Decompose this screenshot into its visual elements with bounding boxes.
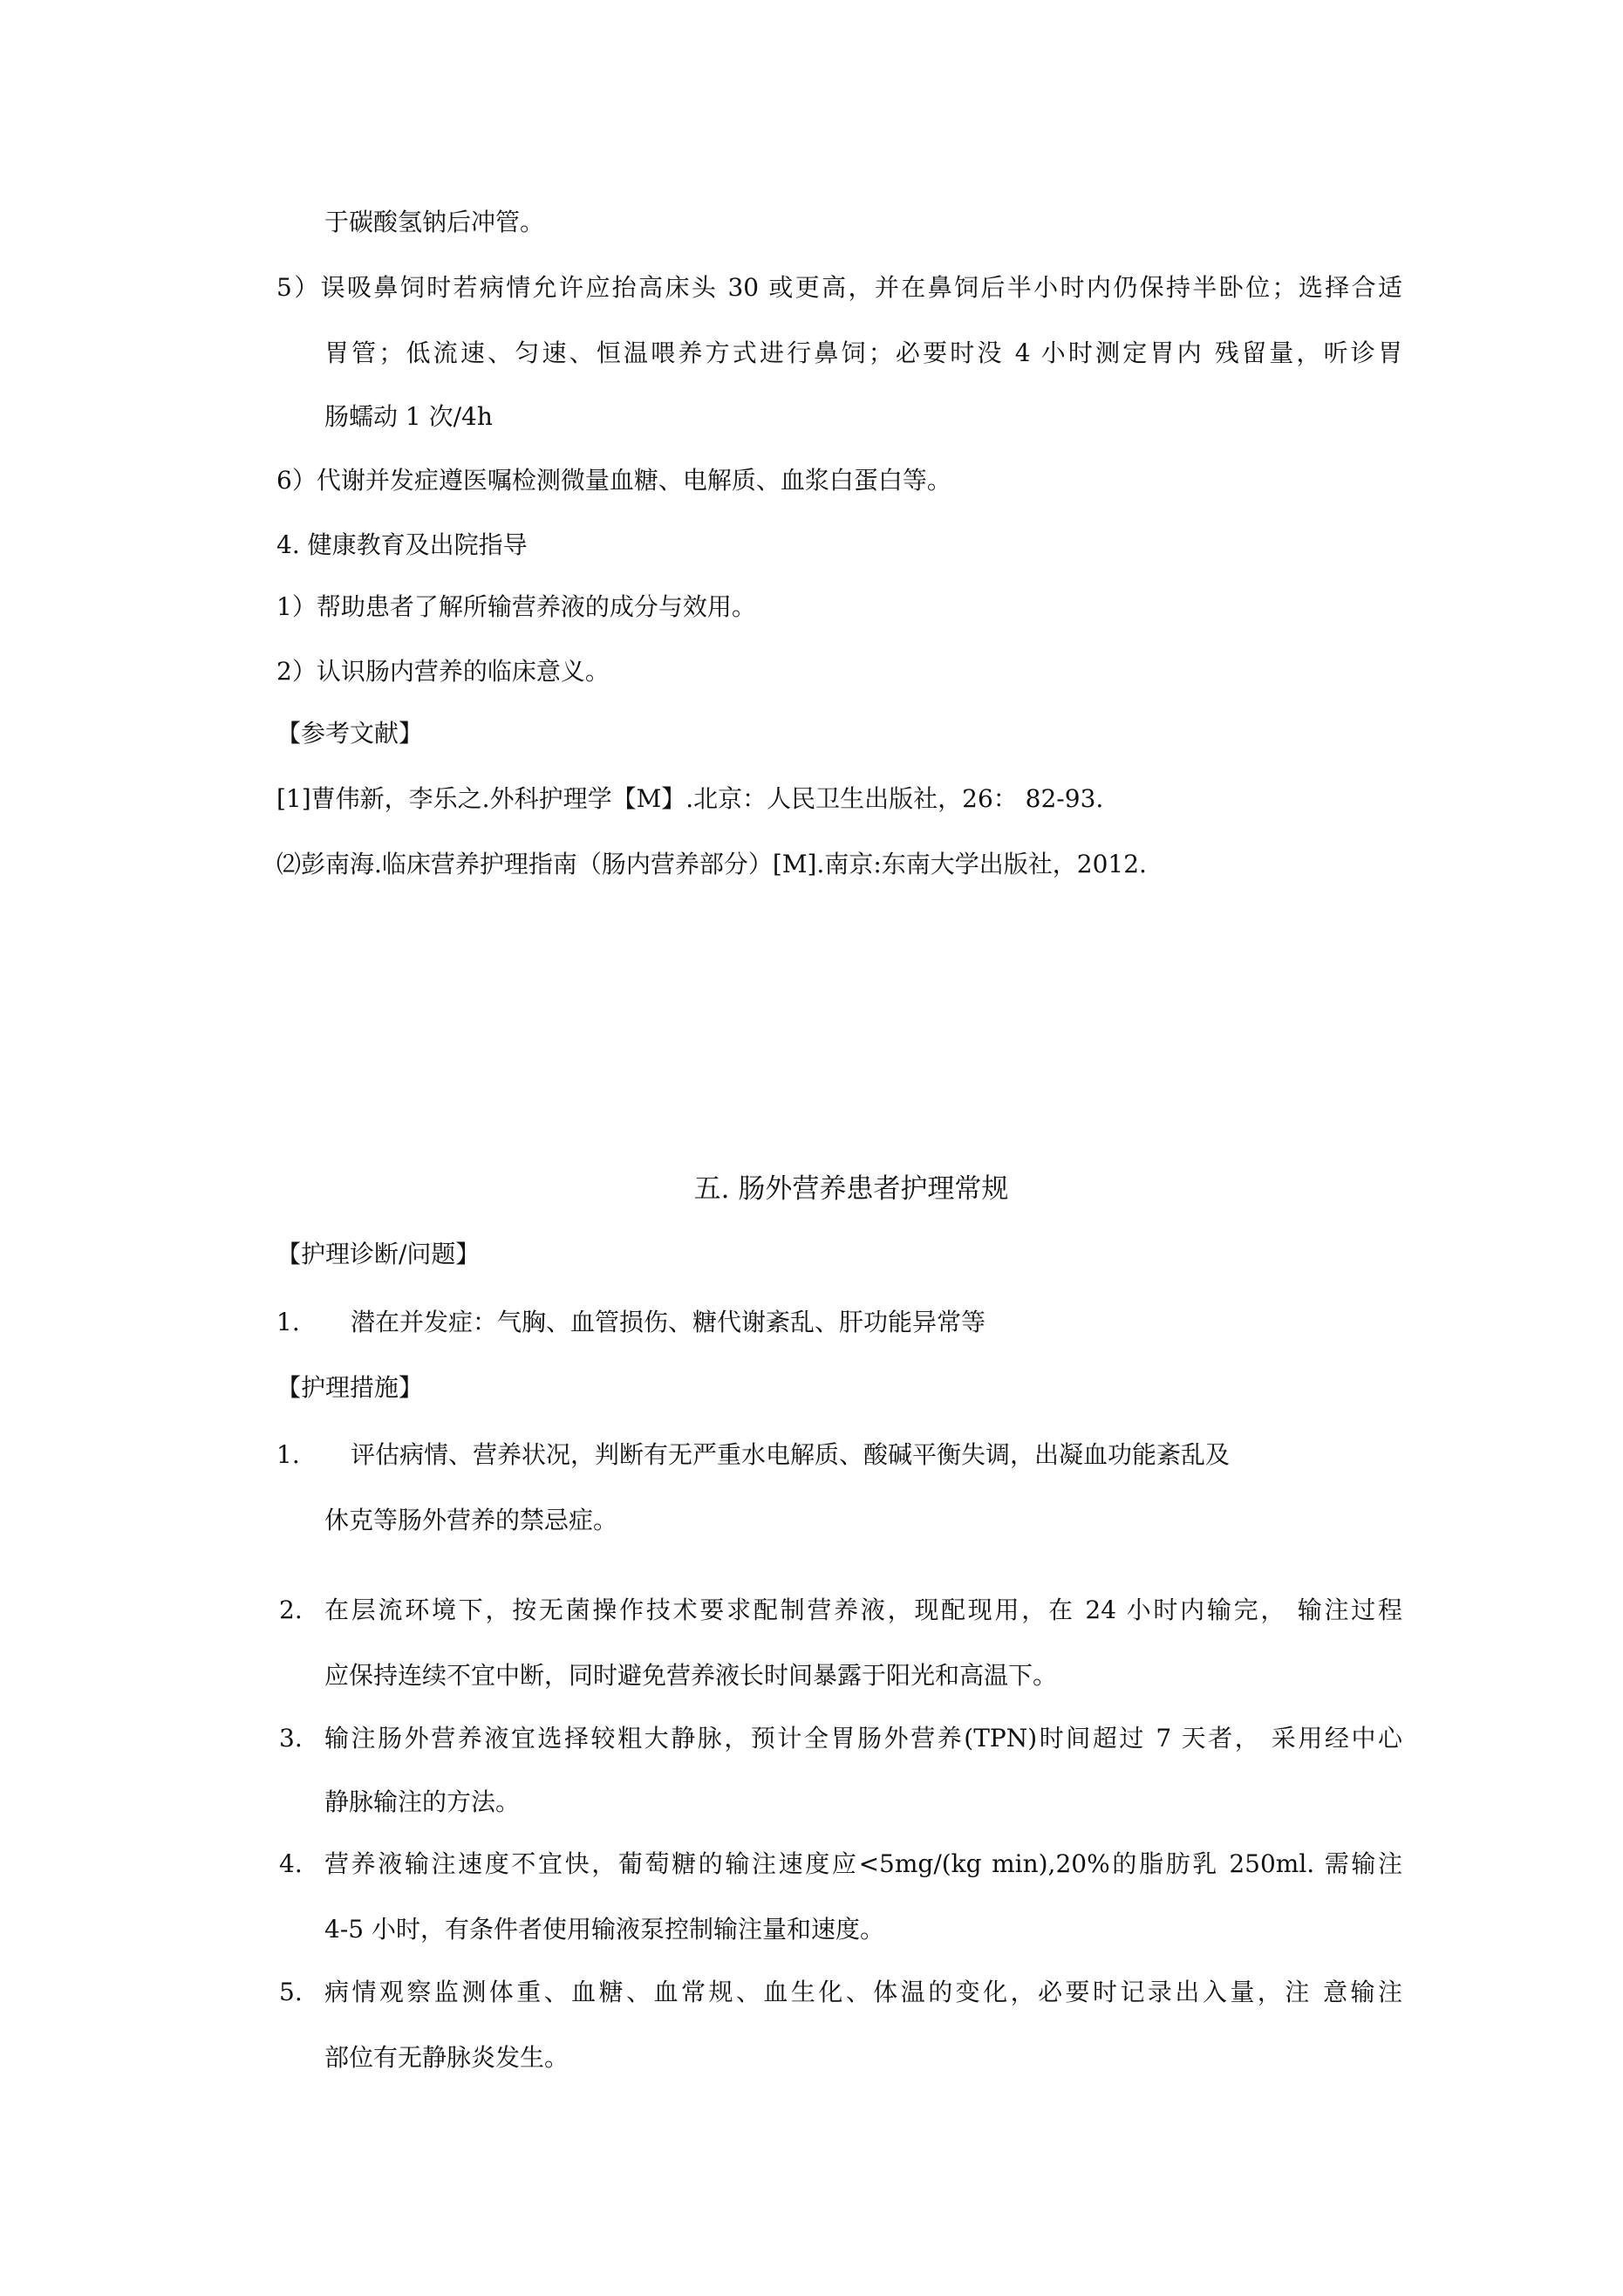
list-item: 在层流环境下，按无菌操作技术要求配制营养液，现配现用，在 24 小时内输完， 输注过程 — [324, 1596, 1402, 1624]
list-item: 静脉输注的方法。 — [324, 1787, 521, 1816]
list-number: 4. — [279, 1849, 303, 1878]
paragraph-line: 1）帮助患者了解所输营养液的成分与效用。 — [276, 592, 756, 621]
paragraph-line: 2）认识肠内营养的临床意义。 — [276, 657, 610, 686]
reference-item: [1]曹伟新，李乐之.外科护理学【M】.北京：人民卫生出版社，26： 82-93. — [276, 784, 1104, 813]
list-item: 营养液输注速度不宜快，葡萄糖的输注速度应<5mg/(kg min),20%的脂肪乳 250ml. 需输注 — [324, 1849, 1402, 1878]
measures-heading: 【护理措施】 — [276, 1373, 424, 1402]
diagnosis-heading: 【护理诊断/问题】 — [276, 1240, 481, 1268]
section-heading: 4. 健康教育及出院指导 — [276, 530, 528, 559]
paragraph-line: 6）代谢并发症遵医嘱检测微量血糖、电解质、血浆白蛋白等。 — [276, 466, 951, 495]
list-item: 潜在并发症：气胸、血管损伤、糖代谢紊乱、肝功能异常等 — [351, 1308, 986, 1336]
list-number: 3. — [279, 1724, 303, 1753]
list-number: 2. — [279, 1596, 303, 1624]
paragraph-line: 肠蠕动 1 次/4h — [324, 402, 493, 431]
list-item: 4-5 小时，有条件者使用输液泵控制输注量和速度。 — [324, 1915, 884, 1944]
list-number: 5. — [279, 1978, 303, 2006]
list-number: 1. — [276, 1308, 300, 1336]
list-item: 休克等肠外营养的禁忌症。 — [324, 1506, 618, 1534]
reference-item: ⑵彭南海.临床营养护理指南（肠内营养部分）[M].南京:东南大学出版社，2012. — [276, 850, 1147, 878]
list-number: 1. — [276, 1440, 300, 1469]
list-item: 部位有无静脉炎发生。 — [324, 2043, 569, 2072]
section-title: 五. 肠外营养患者护理常规 — [693, 1173, 1009, 1205]
paragraph-line: 于碳酸氢钠后冲管。 — [324, 208, 545, 236]
list-item: 评估病情、营养状况，判断有无严重水电解质、酸碱平衡失调，出凝血功能紊乱及 — [351, 1440, 1231, 1469]
list-item: 输注肠外营养液宜选择较粗大静脉，预计全胃肠外营养(TPN)时间超过 7 天者， 采用经中心 — [324, 1724, 1402, 1753]
references-heading: 【参考文献】 — [276, 719, 424, 748]
list-item: 病情观察监测体重、血糖、血常规、血生化、体温的变化，必要时记录出入量，注 意输注 — [324, 1978, 1402, 2006]
list-item: 应保持连续不宜中断，同时避免营养液长时间暴露于阳光和高温下。 — [324, 1661, 1058, 1690]
paragraph-line: 胃管；低流速、匀速、恒温喂养方式进行鼻饲；必要时没 4 小时测定胃内 残留量，听诊胃 — [324, 338, 1402, 367]
paragraph-line: 5）误吸鼻饲时若病情允许应抬高床头 30 或更高，并在鼻饲后半小时内仍保持半卧位；选择合适 — [276, 273, 1402, 302]
